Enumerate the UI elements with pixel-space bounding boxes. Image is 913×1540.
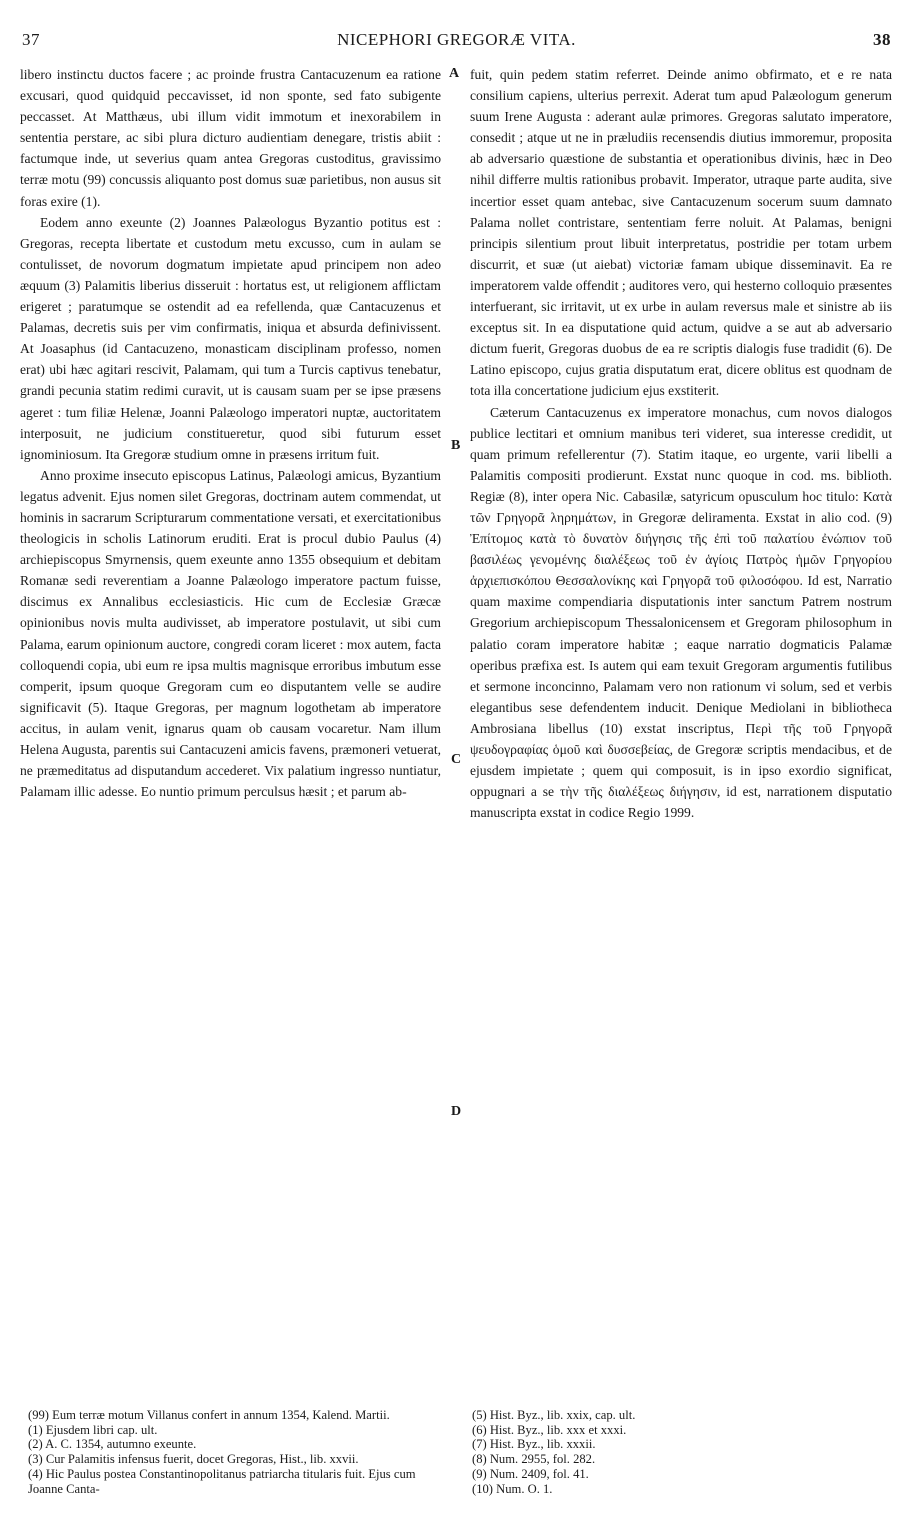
footnote: (7) Hist. Byz., lib. xxxii. — [472, 1437, 596, 1452]
footnote: (1) Ejusdem libri cap. ult. — [28, 1422, 158, 1437]
footnote: (3) Cur Palamitis infensus fuerit, docet Gregoras, Hist., lib. xxvii. — [28, 1452, 359, 1467]
footnote: (8) Num. 2955, fol. 282. — [472, 1452, 596, 1467]
paragraph: Anno proxime insecuto episcopus Latinus, Palæologi amicus, Byzantium legatus advenit. Ejus nomen silet Gregoras, doctrinam autem commendat, ut hominis in sacrarum Scripturarum commentatione versati, et exercitationibus theologicis in scholis Latinorum eruditi. Erat is procul dubio Paulus (4) archiepiscopus Smyrnensis, quem exeunte anno 1355 obsequium et debitam Romanæ sedi reverentiam a Joanne Palæologo imperatore pactum fuisse, discimus ex Annalibus ecclesiasticis. Hic cum de Ecclesiæ Græcæ opinionibus novis multa audivisset, ab imperatore postulavit, ut sibi cum Palama, earum opinionum auctore, congredi coram liceret : mox autem, facta colloquendi copia, ubi eum re ipsa multis magnisque erroribus imbutum esse comperit, ipsum quoque Gregoram cum eo disputantem velle se audire significavit (5). Itaque Gregoras, per magnum logothetam ab imperatore accitus, in aulam venit, ignarus quam ob causam vocaretur. Nam illum Helena Augusta, parentis sui Cantacuzeni amicis favens, præmoneri vetuerat, ne præmeditatus ad disputandum accederet. Vix palatium ingresso nuntiatur, Palamam illic adesse. Eo nuntio primum perculsus hæsit ; et parum ab- — [20, 467, 441, 800]
footnote: (6) Hist. Byz., lib. xxx et xxxi. — [472, 1422, 627, 1437]
margin-marker-b: B — [451, 438, 461, 453]
margin-marker-c: C — [451, 752, 462, 767]
footnotes-left — [28, 1408, 448, 1496]
running-header — [22, 30, 891, 56]
footnote: (2) A. C. 1354, autumno exeunte. — [28, 1437, 197, 1452]
margin-marker-a: A — [449, 66, 460, 81]
paragraph: fuit, quin pedem statim referret. Deinde animo obfirmato, et e re nata consilium capiens, ulterius perrexit. Aderat tum apud Palæologum generum suum Irene Augusta : aderant aulæ primores. Gregoras salutato imperatore, consedit ; atque ut ne in præludiis recensendis diutius immoremur, proposita ab adversario quæstione de substantia et operationibus divinis, hæc in Deo nihil differre multis rationibus probavit. Imperator, utraque parte audita, sive incertior esset quam antebac, sive Cantacuzenum socerum suum damnato Palama nollet contristare, sententiam ferre noluit. At Palamas, benigni principis silentium prout libuit interpretatus, postridie per totam urbem discurrit, et suæ (ut aiebat) victoriæ famam ubique disseminavit. Ea re imperatorem valde offendit ; auditores vero, qui hesterno colloquio præsentes interfuerant, sic irritavit, ut ex urbe in aulam reversus male et sinistre ab iis exceptus sit. In ea disputatione quid actum, quidve a se aut ab adversario dictum fuerit, Gregoras duobus de ea re scriptis dialogis fuse tradidit (6). De Latino episcopo, cujus gratia disputatum erat, dicere oblitus est quodnam de tota illa concertatione judicium ejus exstiterit. — [470, 67, 892, 399]
paragraph: Eodem anno exeunte (2) Joannes Palæologus Byzantio potitus est : Gregoras, recepta libertate et custodum metu excusso, cum in aulam se contulisset, de novorum dogmatum impietate apud principem non adeo æquum (3) Palamitis liberius disseruit : hortatus est, ut religionem afflictam erigeret ; paratumque se ostendit ad ea refellenda, quæ Cantacuzenus et Palamas, decretis suis per vim confirmatis, iniqua et absurda definivissent. At Joasaphus (id Cantacuzeno, monasticam disciplinam professo, nomen erat) ubi hæc agitari rescivit, Palamam, qui tum a Turcis captivus tenebatur, grandi pecunia statim redimi curavit, ut is causam suam per se ipse præsens ageret : tum filiæ Helenæ, Joanni Palæologo imperatori nuptæ, auctoritatem interposuit, ne judicium constitueretur, quod sibi futurum esset ignominiosum. Ita Gregoræ studium omne in præsens irritum fuit. — [20, 214, 441, 462]
running-title: NICEPHORI GREGORÆ VITA. — [337, 30, 576, 49]
footnote: (10) Num. O. 1. — [472, 1481, 553, 1496]
footnote: (99) Eum terræ motum Villanus confert in annum 1354, Kalend. Martii. — [28, 1408, 390, 1422]
footnote: (9) Num. 2409, fol. 41. — [472, 1466, 589, 1481]
right-page-number: 38 — [873, 30, 891, 49]
paragraph: libero instinctu ductos facere ; ac proinde frustra Cantacuzenum ea ratione excusari, quod quidquid peccavisset, id non sponte, sed fato subigente peccasset. At Matthæus, ubi illum vidit immotum et inexorabilem in sententia perstare, ac sibi plura dicturo audientiam denegare, tristis abiit : factumque inde, ut severius quam antea Gregoras custoditus, gravissimo terræ motu (99) concussis aliquanto post domus suæ parietibus, non ausus sit foras exire (1). — [20, 67, 441, 209]
paragraph: Cæterum Cantacuzenus ex imperatore monachus, cum novos dialogos publice lectitari et omnium manibus teri videret, sua interesse credidit, ut quam primum refellerentur (7). Statim itaque, eo urgente, varii libelli a Palamitis compositi prodierunt. Exstat nunc quoque in cod. ms. biblioth. Regiæ (8), inter opera Nic. Cabasilæ, satyricum opusculum hoc titulo: Κατὰ τῶν Γρηγορᾶ ληρημάτων, in Gregoræ deliramenta. Exstat in alio cod. (9) Ἐπίτομος κατὰ τὸ δυνατὸν διήγησις τῆς ἐπὶ τοῦ παλατίου ἐνώπιον τοῦ βασιλέως γενομένης διαλέξεως τοῦ ἐν ἁγίοις Πατρὸς ἡμῶν Γρηγορίου ἀρχιεπισκόπου Θεσσαλονίκης καὶ Γρηγορᾶ τοῦ φιλοσόφου. Id est, Narratio quam maxime compendiaria disputationis inter sanctum Patrem nostrum Gregorium archiepiscopum Thessalonicensem et Gregoram philosophum in palatio coram imperatore habitæ ; eaque narratio dogmaticis Palamæ operibus præfixa est. Is autem qui eam texuit Gregoram argumentis futilibus et sermone inconcinno, Palamam vero non rationum vi solum, sed et verbis elegantibus sese defendentem inducit. Denique Mediolani in bibliotheca Ambrosiana libellus (10) exstat inscriptus, Περὶ τῆς τοῦ Γρηγορᾶ ψευδογραφίας ὁμοῦ καὶ δυσσεβείας, de Gregoræ scriptis mendacibus, et de ejusdem impietate ; quem qui composuit, is in ipso exordio significat, oppugnari a se τὴν τῆς διαλέξεως διήγησιν, id est, narrationem disputatio manuscripta exstat in codice Regio 1999. — [470, 404, 892, 821]
footnotes-right — [472, 1408, 892, 1496]
margin-marker-d: D — [451, 1104, 462, 1119]
footnote: (5) Hist. Byz., lib. xxix, cap. ult. — [472, 1408, 636, 1422]
left-page-number: 37 — [22, 30, 40, 49]
left-column — [20, 64, 441, 802]
right-column — [470, 64, 892, 823]
footnote: (4) Hic Paulus postea Constantinopolitanus patriarcha titularis fuit. Ejus cum Joanne Canta- — [28, 1466, 416, 1496]
